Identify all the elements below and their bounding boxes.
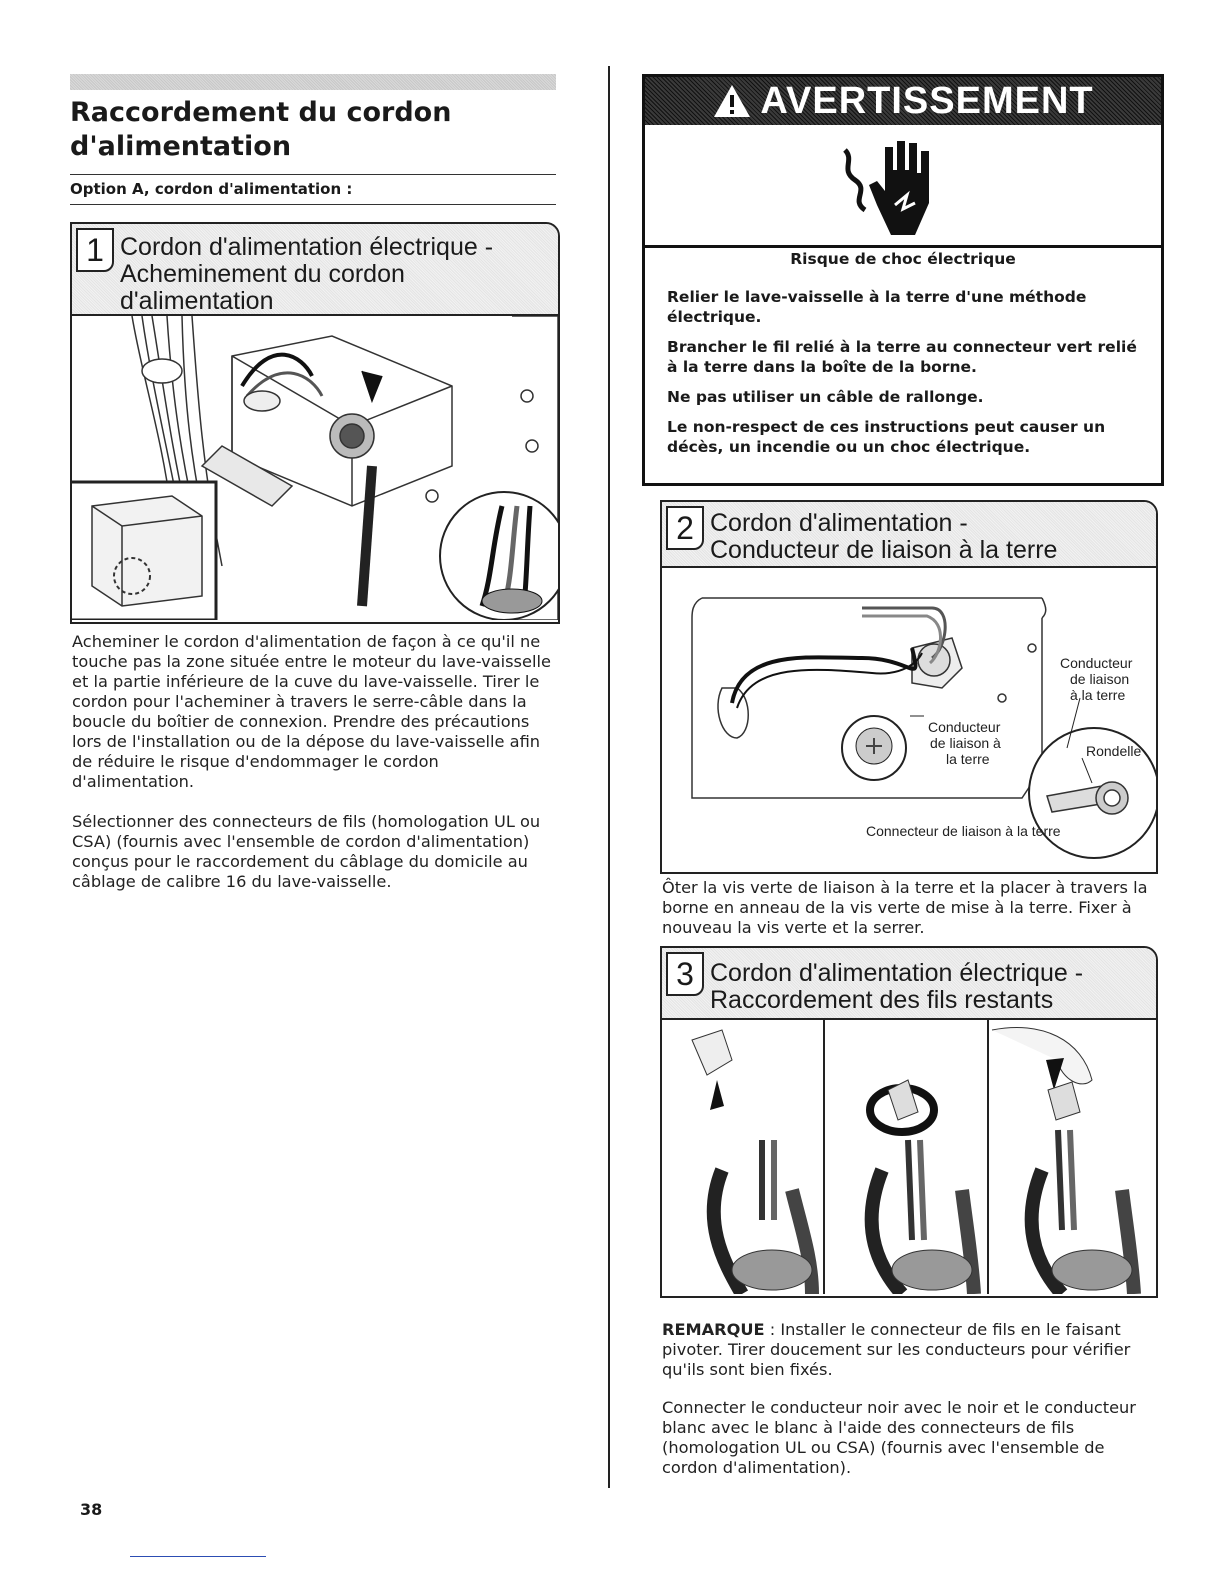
step2-paragraph: Ôter la vis verte de liaison à la terre et la placer à travers la borne en anneau de la vis verte de mise à la terre. Fixer à nouveau la vis verte et la serrer. (662, 878, 1148, 937)
callout-ground-connector: Connecteur de liaison à la terre (866, 823, 1061, 839)
warning-header (645, 77, 1161, 125)
step2-number: 2 (666, 506, 704, 550)
step1-title: Cordon d'alimentation électrique - Acheminement du cordon d'alimentation (120, 233, 494, 315)
callout-conductor-center-3: la terre (946, 751, 990, 767)
step3-header (662, 948, 1156, 1020)
warning-text (645, 249, 1161, 467)
junction-box-drawing (72, 316, 558, 620)
step1-header (72, 224, 558, 316)
warning-title: Risque de choc électrique (790, 250, 1016, 268)
note-text: : Installer le connecteur de fils en le faisant pivoter. Tirer doucement sur les conducteurs pour vérifier qu'ils sont bien fixés. (662, 1320, 1131, 1379)
step1-number: 1 (76, 228, 114, 272)
section-title-line2: d'alimentation (70, 131, 292, 162)
warning-box (642, 74, 1164, 486)
step2-title: Cordon d'alimentation - Conducteur de liaison à la terre (710, 509, 1058, 564)
callout-washer: Rondelle (1086, 743, 1142, 759)
bottom-rule (130, 1556, 266, 1557)
step2-illustration (662, 568, 1156, 870)
callout-conductor-right-1: Conducteur (1060, 655, 1133, 671)
step3-paragraph: Connecter le conducteur noir avec le noir et le conducteur blanc avec le blanc à l'aide des connecteurs de fils (homologation UL ou CSA) (fournis avec l'ensemble de cordon d'alimentation). (662, 1398, 1136, 1477)
warning-triangle-icon (712, 83, 752, 119)
warning-line3: Ne pas utiliser un câble de rallonge. (667, 388, 984, 406)
wire-connector-drawing (662, 1020, 1156, 1294)
step2-header (662, 502, 1156, 568)
warning-line1: Relier le lave-vaisselle à la terre d'une méthode électrique. (667, 288, 1087, 326)
panel-2 (870, 1080, 974, 1294)
step3-number: 3 (666, 952, 704, 996)
callout-conductor-center-1: Conducteur (928, 719, 1001, 735)
section-header-band (70, 74, 556, 90)
step3-note (662, 1320, 1152, 1380)
step1-box (70, 222, 560, 624)
title-rule (70, 174, 556, 175)
step3-box (660, 946, 1158, 1298)
step1-illustration (72, 316, 558, 620)
warning-icon-area (645, 125, 1161, 248)
callout-conductor-center-2: de liaison à (930, 735, 1001, 751)
section-title (70, 96, 560, 164)
section-title-line1: Raccordement du cordon (70, 97, 452, 128)
page-number: 38 (80, 1500, 103, 1519)
warning-line2: Brancher le fil relié à la terre au connecteur vert relié à la terre dans la boîte de la borne. (667, 338, 1137, 376)
callout-conductor-right-3: à la terre (1070, 687, 1126, 703)
electric-shock-hand-icon (645, 125, 1161, 245)
panel-3 (992, 1027, 1134, 1294)
warning-header-text: AVERTISSEMENT (760, 79, 1094, 122)
step1-paragraph2: Sélectionner des connecteurs de fils (homologation UL ou CSA) (fournis avec l'ensemble de cordon d'alimentation) conçus pour le raccordement du câblage du domicile au câblage de calibre 16 du lave-vaisselle. (72, 812, 541, 891)
option-rule (70, 204, 556, 205)
note-label: REMARQUE (662, 1320, 765, 1339)
step2-box (660, 500, 1158, 874)
step1-paragraph1: Acheminer le cordon d'alimentation de façon à ce qu'il ne touche pas la zone située entre le moteur du lave-vaisselle et la partie inférieure de la cuve du lave-vaisselle. Tirer le cordon pour l'acheminer à travers le serre-câble dans la boucle du boîtier de connexion. Prendre des précautions lors de l'installation ou de la dépose du lave-vaisselle afin de réduire le risque d'endommager le cordon d'alimentation. (72, 632, 551, 791)
ground-conductor-drawing (662, 568, 1156, 870)
warning-line4: Le non-respect de ces instructions peut causer un décès, un incendie ou un choc électrique. (667, 418, 1106, 456)
option-label: Option A, cordon d'alimentation : (70, 180, 353, 198)
callout-conductor-right-2: de liaison (1070, 671, 1130, 687)
panel-1 (692, 1030, 812, 1294)
step3-title: Cordon d'alimentation électrique - Raccordement des fils restants (710, 959, 1084, 1014)
step3-illustration (662, 1020, 1156, 1294)
column-divider (608, 66, 610, 1488)
